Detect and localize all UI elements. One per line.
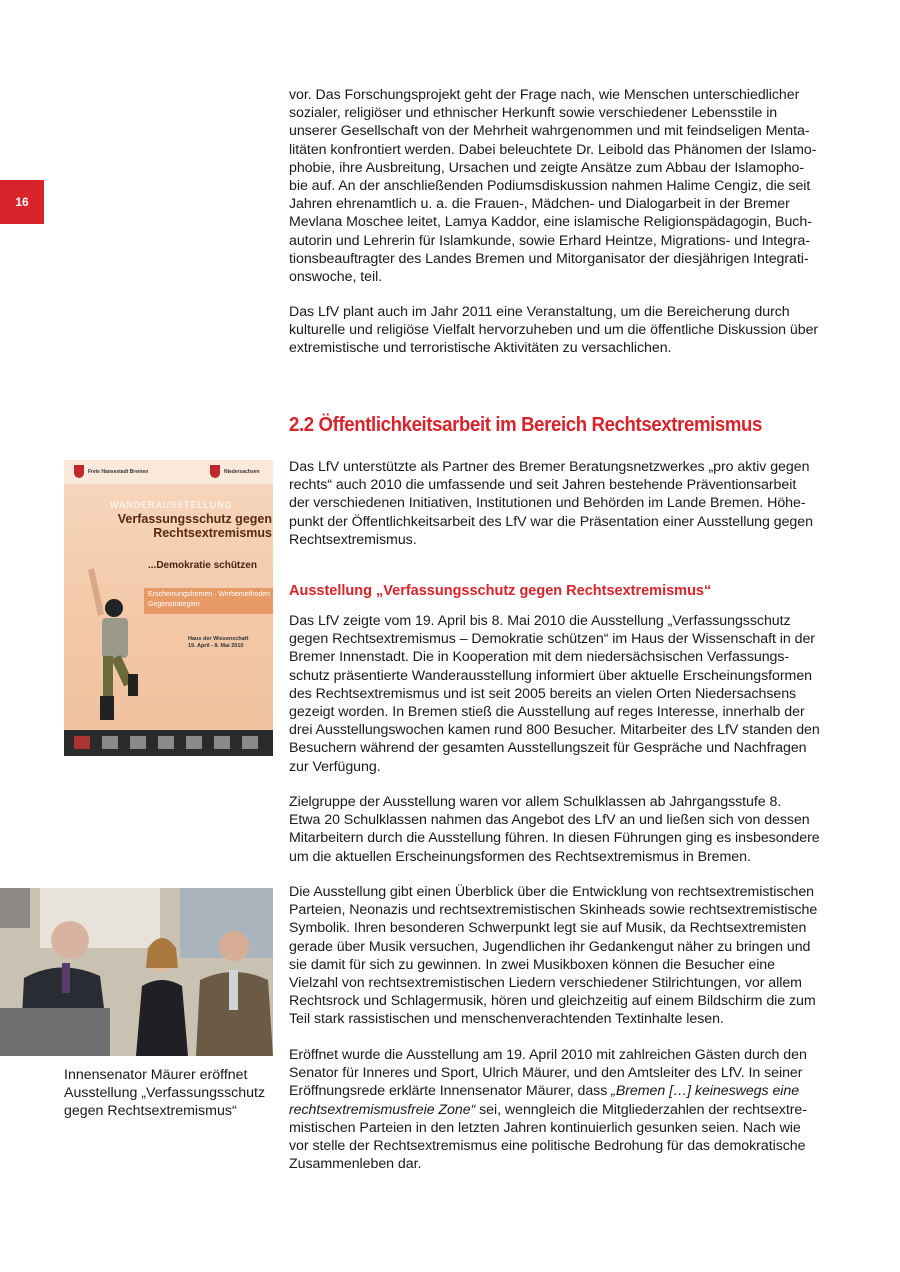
text-line: schutz präsentierte Wanderausstellung informiert über aktuelle Erscheinungsformen [289, 667, 812, 684]
text-line: Die Ausstellung gibt einen Überblick über die Entwicklung von rechtsextremistischen [289, 884, 814, 900]
quote-run: rechtsextremismusfreie Zone“ [289, 1101, 476, 1118]
text-line: onswoche, teil. [289, 269, 383, 286]
text-line: Parteien, Neonazis und rechtsextremistischen Skinheads sowie rechtsextremistische [289, 902, 818, 919]
strip-thumbnail [186, 736, 202, 749]
niedersachsen-crest-icon [210, 465, 220, 478]
text-line: bie auf. An der anschließenden Podiumsdiskussion nahmen Halime Cengiz, die seit [289, 178, 811, 195]
exhibition-subheading: Ausstellung „Verfassungsschutz gegen Rechtsextremismus“ [289, 583, 712, 599]
text-line: Besuchern während der gesamten Ausstellungszeit für Gespräche und Nachfragen [289, 740, 807, 757]
text-line: Vielzahl von rechtsextremistischen Liedern verschiedener Stilrichtungen, vor allem [289, 975, 802, 992]
overview-paragraph [289, 883, 837, 1029]
opening-photo [0, 888, 273, 1056]
text-line: phobie, ihre Ausbreitung, Ursachen und zeigte Ansätze zum Abbau der Islamopho- [289, 159, 805, 176]
text-line: gerade über Musik versuchen, Jugendlichen ihr Gedankengut näher zu bringen und [289, 938, 811, 955]
text-line: Eröffnet wurde die Ausstellung am 19. April 2010 mit zahlreichen Gästen durch den [289, 1047, 807, 1063]
text-line: zur Verfügung. [289, 758, 381, 775]
opening-scene-illustration [0, 888, 273, 1056]
text-line [289, 1101, 837, 1119]
text-line: punkt der Öffentlichkeitsarbeit des LfV war die Präsentation einer Ausstellung gegen [289, 513, 813, 530]
text-line: rechts“ auch 2010 die umfassende und seit Jahren bestehende Präventionsarbeit [289, 477, 797, 494]
text-run: Eröffnungsrede erklärte Innensenator Mäurer, dass [289, 1083, 612, 1100]
text-line: Etwa 20 Schulklassen nahmen das Angebot des LfV an und ließen sich von dessen [289, 812, 810, 829]
text-line: Das LfV unterstützte als Partner des Bremer Beratungsnetzwerkes „pro aktiv gegen [289, 459, 810, 475]
strip-thumbnail [242, 736, 258, 749]
plan-2011-paragraph [289, 303, 837, 358]
bremen-crest-icon [74, 465, 84, 478]
poster-band-line: Gegenstrategien [148, 601, 200, 608]
strip-thumbnail [158, 736, 174, 749]
target-group-paragraph [289, 793, 837, 866]
caption-line: Ausstellung „Verfassungsschutz [64, 1085, 266, 1102]
strip-thumbnail [74, 736, 90, 749]
poster-dates: 19. April - 8. Mai 2010 [188, 643, 244, 649]
text-line: gegen Rechtsextremismus – Demokratie schützen“ im Haus der Wissenschaft in der [289, 631, 815, 648]
text-line: Das LfV zeigte vom 19. April bis 8. Mai 2010 die Ausstellung „Verfassungsschutz [289, 613, 791, 629]
text-line: Das LfV plant auch im Jahr 2011 eine Veranstaltung, um die Bereicherung durch [289, 304, 790, 320]
text-line: extremistische und terroristische Aktivitäten zu versachlichen. [289, 340, 672, 357]
text-line: Zusammenleben dar. [289, 1156, 422, 1173]
poster-title [104, 512, 272, 540]
text-line: Rechtsrock und Schlagermusik, hören und gleichzeitig auf einem Bildschirm die zum [289, 993, 816, 1010]
poster-subtitle: ...Demokratie schützen [148, 560, 257, 571]
text-line: tionsbeauftragter des Landes Bremen und Mitorganisator der diesjährigen Integrati- [289, 250, 809, 267]
text-line: gezeigt worden. In Bremen stieß die Ausstellung auf reges Interesse, innerhalb der [289, 704, 805, 721]
caption-line: gegen Rechtsextremismus“ [64, 1103, 237, 1120]
page-number-tab [0, 180, 44, 224]
text-line: vor stelle der Rechtsextremismus eine politische Bedrohung für das demokratische [289, 1138, 806, 1155]
text-line: des Rechtsextremismus und ist seit 2005 bereits an vielen Orten Niedersachsens [289, 685, 797, 702]
text-line: drei Ausstellungswochen kamen rund 800 Besucher. Mitarbeiter des LfV standen den [289, 722, 820, 739]
text-line: Mevlana Moschee leitet, Lamya Kaddor, eine islamische Religionspädagogin, Buch- [289, 214, 812, 231]
text-line: Jahren ehrenamtlich u. a. die Frauen-, Mädchen- und Dialogarbeit in der Bremer [289, 196, 790, 213]
text-line: um die aktuellen Erscheinungsformen des Rechtsextremismus in Bremen. [289, 848, 751, 865]
text-line: autorin und Lehrerin für Islamkunde, sowie Erhard Heintze, Migrations- und Integra- [289, 232, 811, 249]
text-line: sie damit für sich zu gewinnen. In zwei Musikboxen können die Besucher eine [289, 956, 775, 973]
text-line: mistischen Parteien in den letzten Jahren kontinuierlich gesunken seien. Nach wie [289, 1119, 801, 1136]
poster-info [188, 636, 248, 650]
poster-org-left: Freie Hansestadt Bremen [88, 469, 149, 475]
poster-band-line: Erscheinungsformen · Werbemethoden [148, 591, 271, 598]
text-line: litäten konfrontiert werden. Dabei beleuchtete Dr. Leibold das Phänomen der Islamo- [289, 141, 817, 158]
strip-thumbnail [214, 736, 230, 749]
exhibition-poster [64, 460, 273, 756]
text-line: sozialer, religiöser und ethnischer Herkunft sowie verschiedener Lebensstile in [289, 105, 778, 122]
text-line: Senator für Inneres und Sport, Ulrich Mäurer, und den Amtsleiter des LfV. In seiner [289, 1065, 803, 1082]
intro-paragraph-block [289, 86, 837, 286]
text-line: Symbolik. Ihren besonderen Schwerpunkt legt sie auf Musik, da Rechtsextremisten [289, 920, 807, 937]
text-line: Rechtsextremismus. [289, 531, 417, 548]
text-line: Teil stark rassistischen und menschenverachtenden Textinhalte lesen. [289, 1011, 724, 1028]
section-intro-paragraph [289, 458, 837, 549]
text-line [289, 1082, 837, 1100]
opening-paragraph [289, 1046, 837, 1173]
poster-title-line: Rechtsextremismus [153, 526, 272, 540]
page-number: 16 [15, 195, 29, 209]
caption-line: Innensenator Mäurer eröffnet [64, 1067, 248, 1083]
text-line: vor. Das Forschungsprojekt geht der Frage nach, wie Menschen unterschiedlicher [289, 87, 800, 103]
saluting-figure-icon [76, 568, 146, 730]
poster-title-line: Verfassungsschutz gegen [117, 512, 272, 526]
text-line: Mitarbeitern durch die Ausstellung führen. In diesen Führungen ging es insbesondere [289, 830, 820, 847]
poster-thumbnail-strip [64, 730, 273, 756]
section-heading: 2.2 Öffentlichkeitsarbeit im Bereich Rechtsextremismus [289, 414, 763, 436]
quote-run: „Bremen […] keineswegs eine [611, 1083, 800, 1100]
text-run: sei, wenngleich die Mitgliederzahlen der rechtsextre- [475, 1101, 807, 1118]
strip-thumbnail [130, 736, 146, 749]
text-line: Bremer Innenstadt. Die in Kooperation mit dem niedersächsischen Verfassungs- [289, 649, 790, 666]
poster-org-right: Niedersachsen [224, 469, 260, 475]
text-line: der verschiedenen Initiativen, Institutionen und Behörden im Lande Bremen. Höhe- [289, 495, 806, 512]
text-line: unserer Gesellschaft von der Mehrheit wahrgenommen und mit feindseligen Menta- [289, 123, 810, 140]
exhibition-paragraph [289, 612, 837, 776]
poster-band-text [148, 590, 270, 610]
poster-venue: Haus der Wissenschaft [188, 636, 249, 642]
text-line: kulturelle und religiöse Vielfalt hervorzuheben und um die öffentliche Diskussion über [289, 322, 819, 339]
photo-caption [64, 1066, 274, 1121]
text-line: Zielgruppe der Ausstellung waren vor allem Schulklassen ab Jahrgangsstufe 8. [289, 794, 782, 810]
poster-kicker: WANDERAUSSTELLUNG [110, 500, 233, 510]
strip-thumbnail [102, 736, 118, 749]
